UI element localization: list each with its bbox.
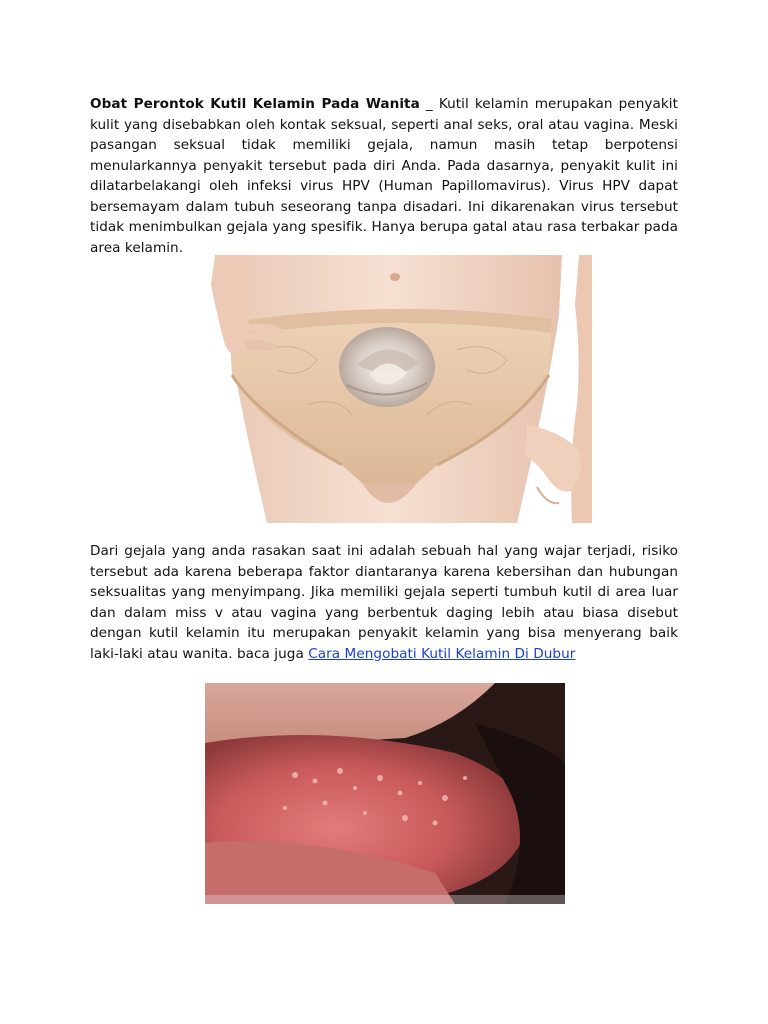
paragraph-intro [90, 94, 678, 258]
see-also-prefix: baca juga [236, 645, 309, 662]
paragraph-intro-text: Kutil kelamin merupakan penyakit kulit yang disebabkan oleh kontak seksual, seperti anal seks, oral atau vagina. Meski pasangan seksual tidak memiliki gejala, namun masih tetap berpotensi menularkannya penyakit tersebut pada diri Anda. Pada dasarnya, penyakit kulit ini dilatarbelakangi oleh infeksi virus HPV (Human Papillomavirus). Virus HPV dapat bersemayam dalam tubuh seseorang tanpa disadari. Ini dikarenakan virus tersebut tidak menimbulkan gejala yang spesifik. Hanya berupa gatal atau rasa terbakar pada area kelamin. [90, 96, 678, 256]
medical-closeup-photo [205, 683, 565, 904]
related-article-link[interactable]: Cara Mengobati Kutil Kelamin Di Dubur [308, 645, 576, 662]
paragraph-symptoms [90, 541, 678, 664]
woman-underwear-photo [187, 255, 592, 523]
paragraph-symptoms-text: Dari gejala yang anda rasakan saat ini adalah sebuah hal yang wajar terjadi, risiko tersebut ada karena beberapa faktor diantaranya karena kebersihan dan hubungan seksualitas yang menyimpang. Jika memiliki gejala seperti tumbuh kutil di area luar dan dalam miss v atau vagina yang berbentuk daging lebih atau biasa disebut dengan kutil kelamin itu merupakan penyakit kelamin yang bisa menyerang baik laki-laki atau wanita. [90, 543, 678, 662]
article-title: Obat Perontok Kutil Kelamin Pada Wanita [90, 96, 420, 112]
title-separator: _ [419, 96, 439, 112]
